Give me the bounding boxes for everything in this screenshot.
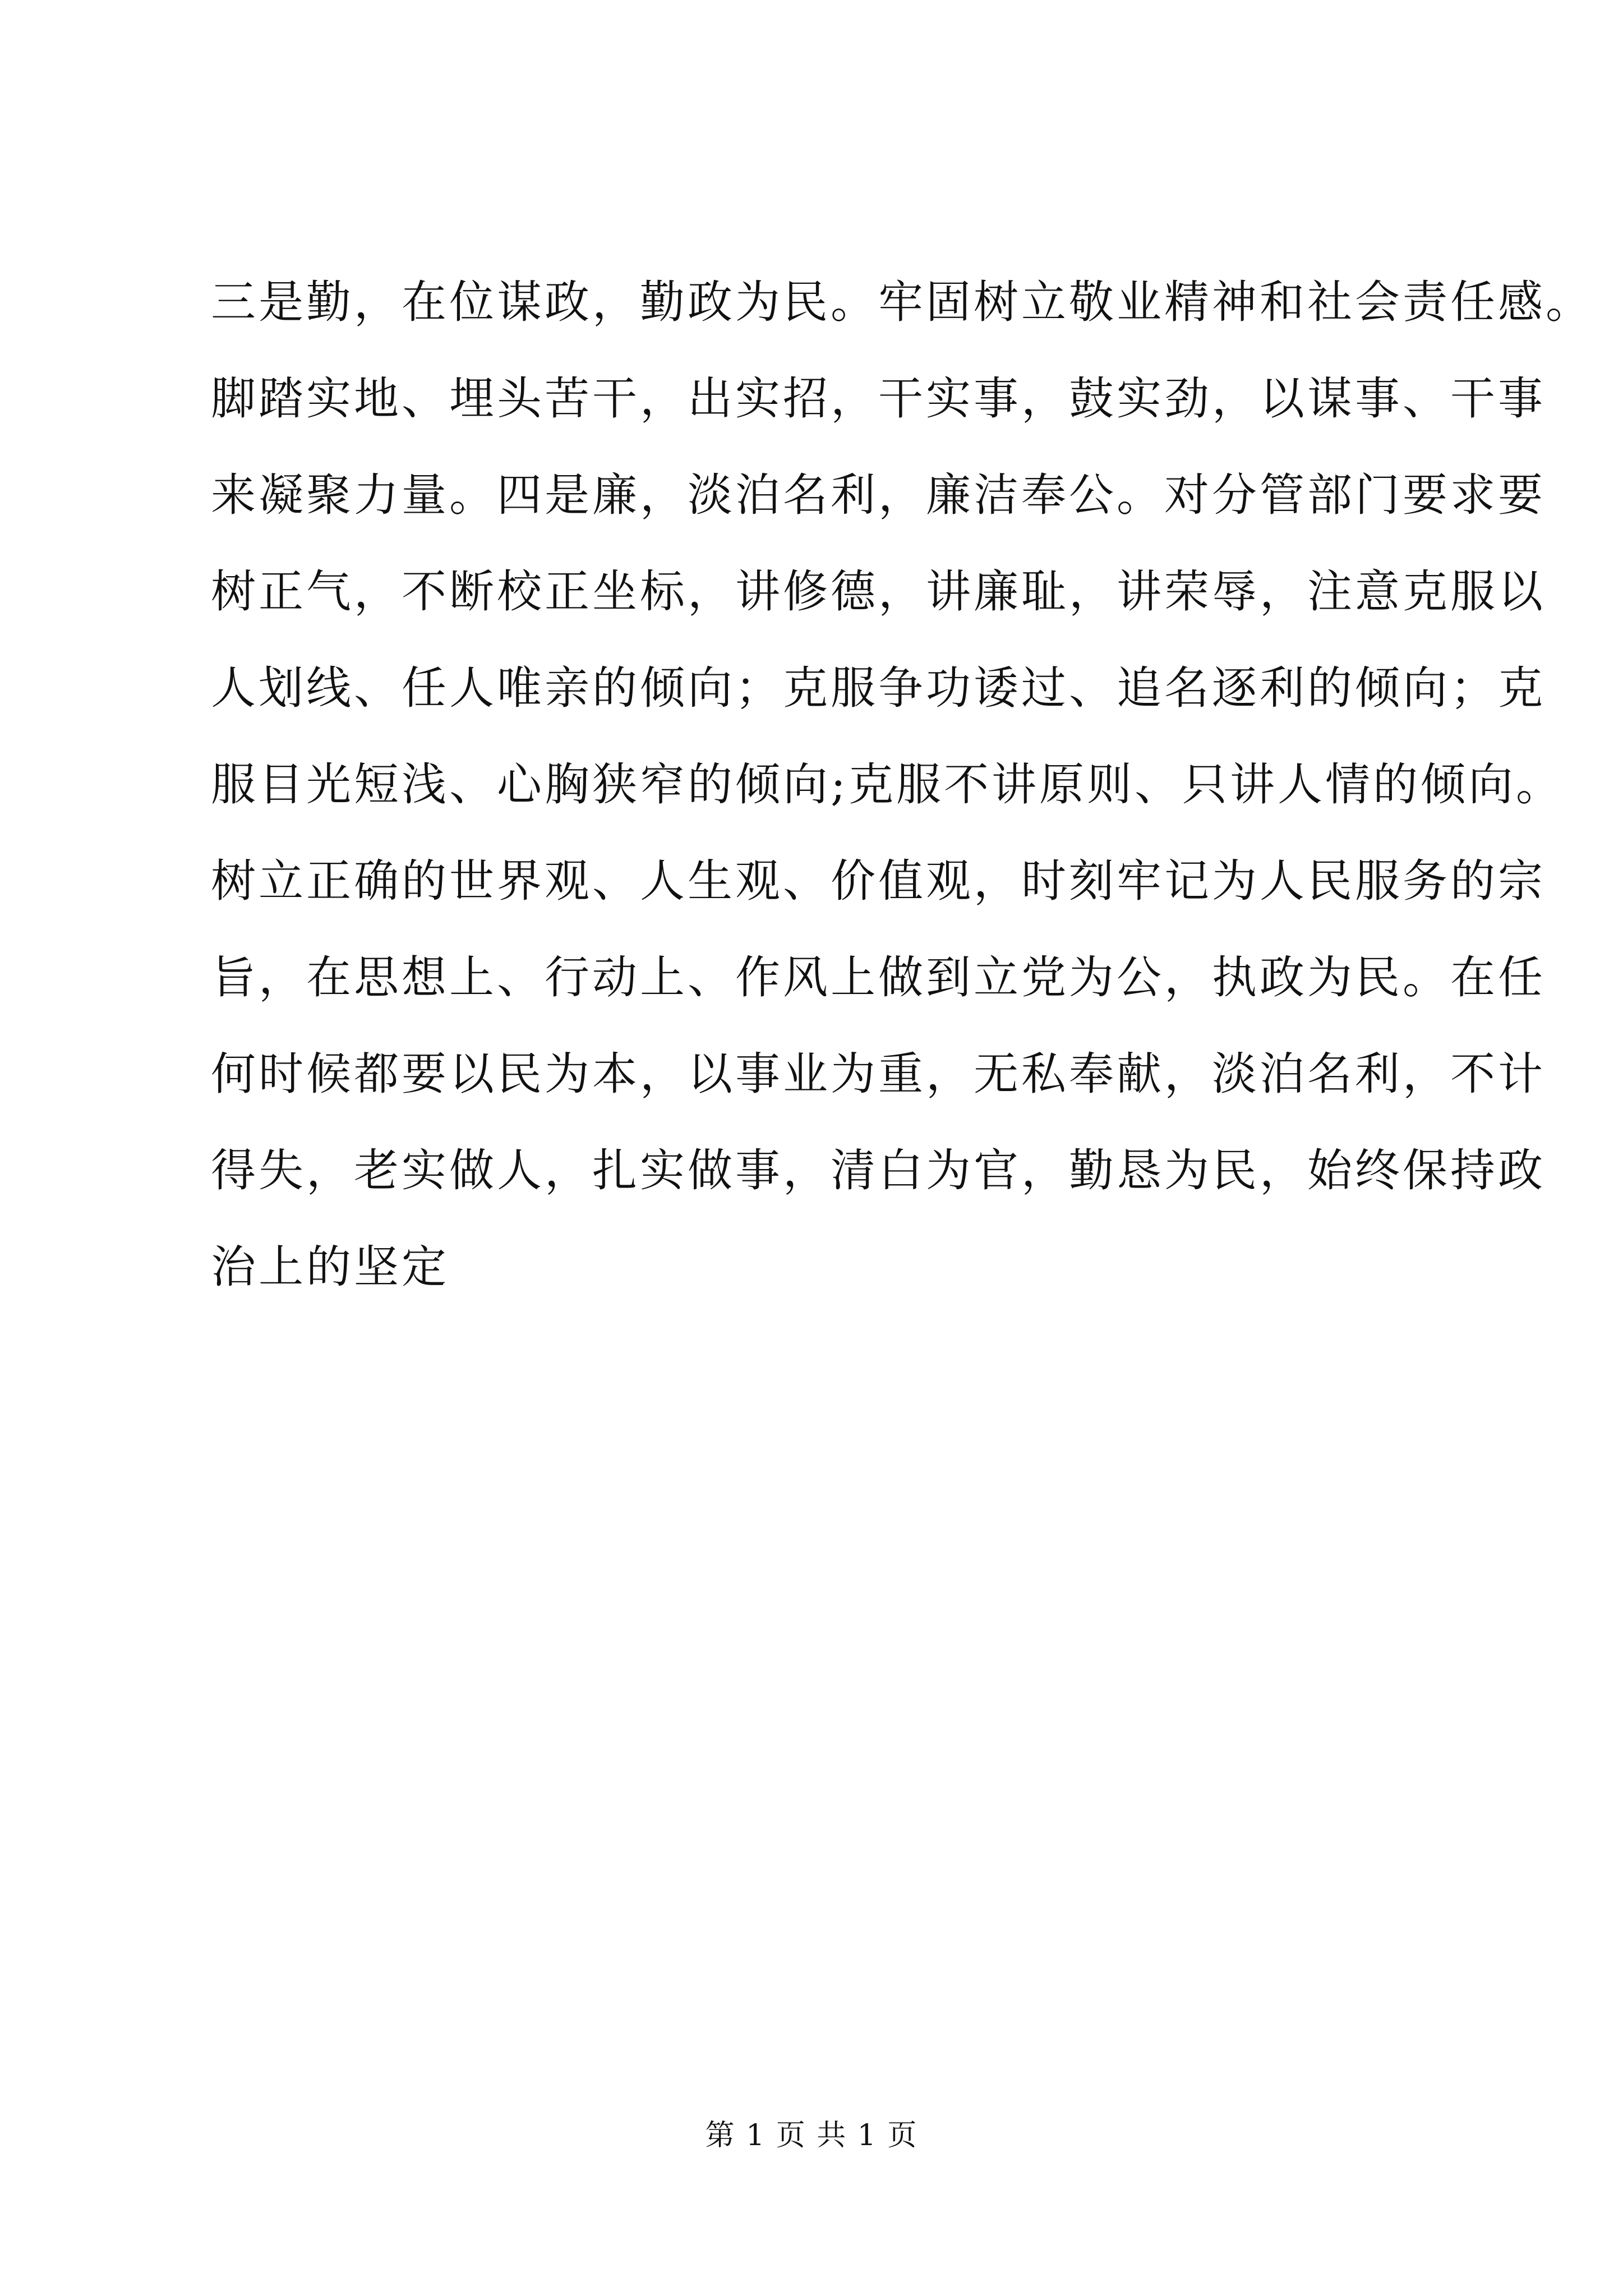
text-line: 何时候都要以民为本，以事业为重，无私奉献，淡泊名利，不计: [211, 1048, 1546, 1100]
text-line: 树正气，不断校正坐标，讲修德，讲廉耻，讲荣辱，注意克服以: [211, 565, 1546, 618]
text-line: 治上的坚定: [211, 1241, 449, 1293]
text-line: 来凝聚力量。四是廉，淡泊名利，廉洁奉公。对分管部门要求要: [211, 469, 1546, 521]
text-line: 三是勤，在位谋政，勤政为民。牢固树立敬业精神和社会责任感。: [211, 276, 1593, 328]
page-number-label: 第 1 页 共 1 页: [705, 2119, 918, 2152]
text-line: 得失，老实做人，扎实做事，清白为官，勤恳为民，始终保持政: [211, 1144, 1546, 1197]
text-line: 旨，在思想上、行动上、作风上做到立党为公，执政为民。在任: [211, 951, 1546, 1004]
body-paragraph: [211, 254, 1593, 1315]
text-line: 人划线、任人唯亲的倾向；克服争功诿过、追名逐利的倾向；克: [211, 662, 1546, 714]
page-footer: [0, 2116, 1623, 2155]
text-line: 树立正确的世界观、人生观、价值观，时刻牢记为人民服务的宗: [211, 855, 1546, 907]
text-line: 脚踏实地、埋头苦干，出实招，干实事，鼓实劲，以谋事、干事: [211, 372, 1546, 425]
text-line: 服目光短浅、心胸狭窄的倾向;克服不讲原则、只讲人情的倾向。: [211, 758, 1564, 811]
